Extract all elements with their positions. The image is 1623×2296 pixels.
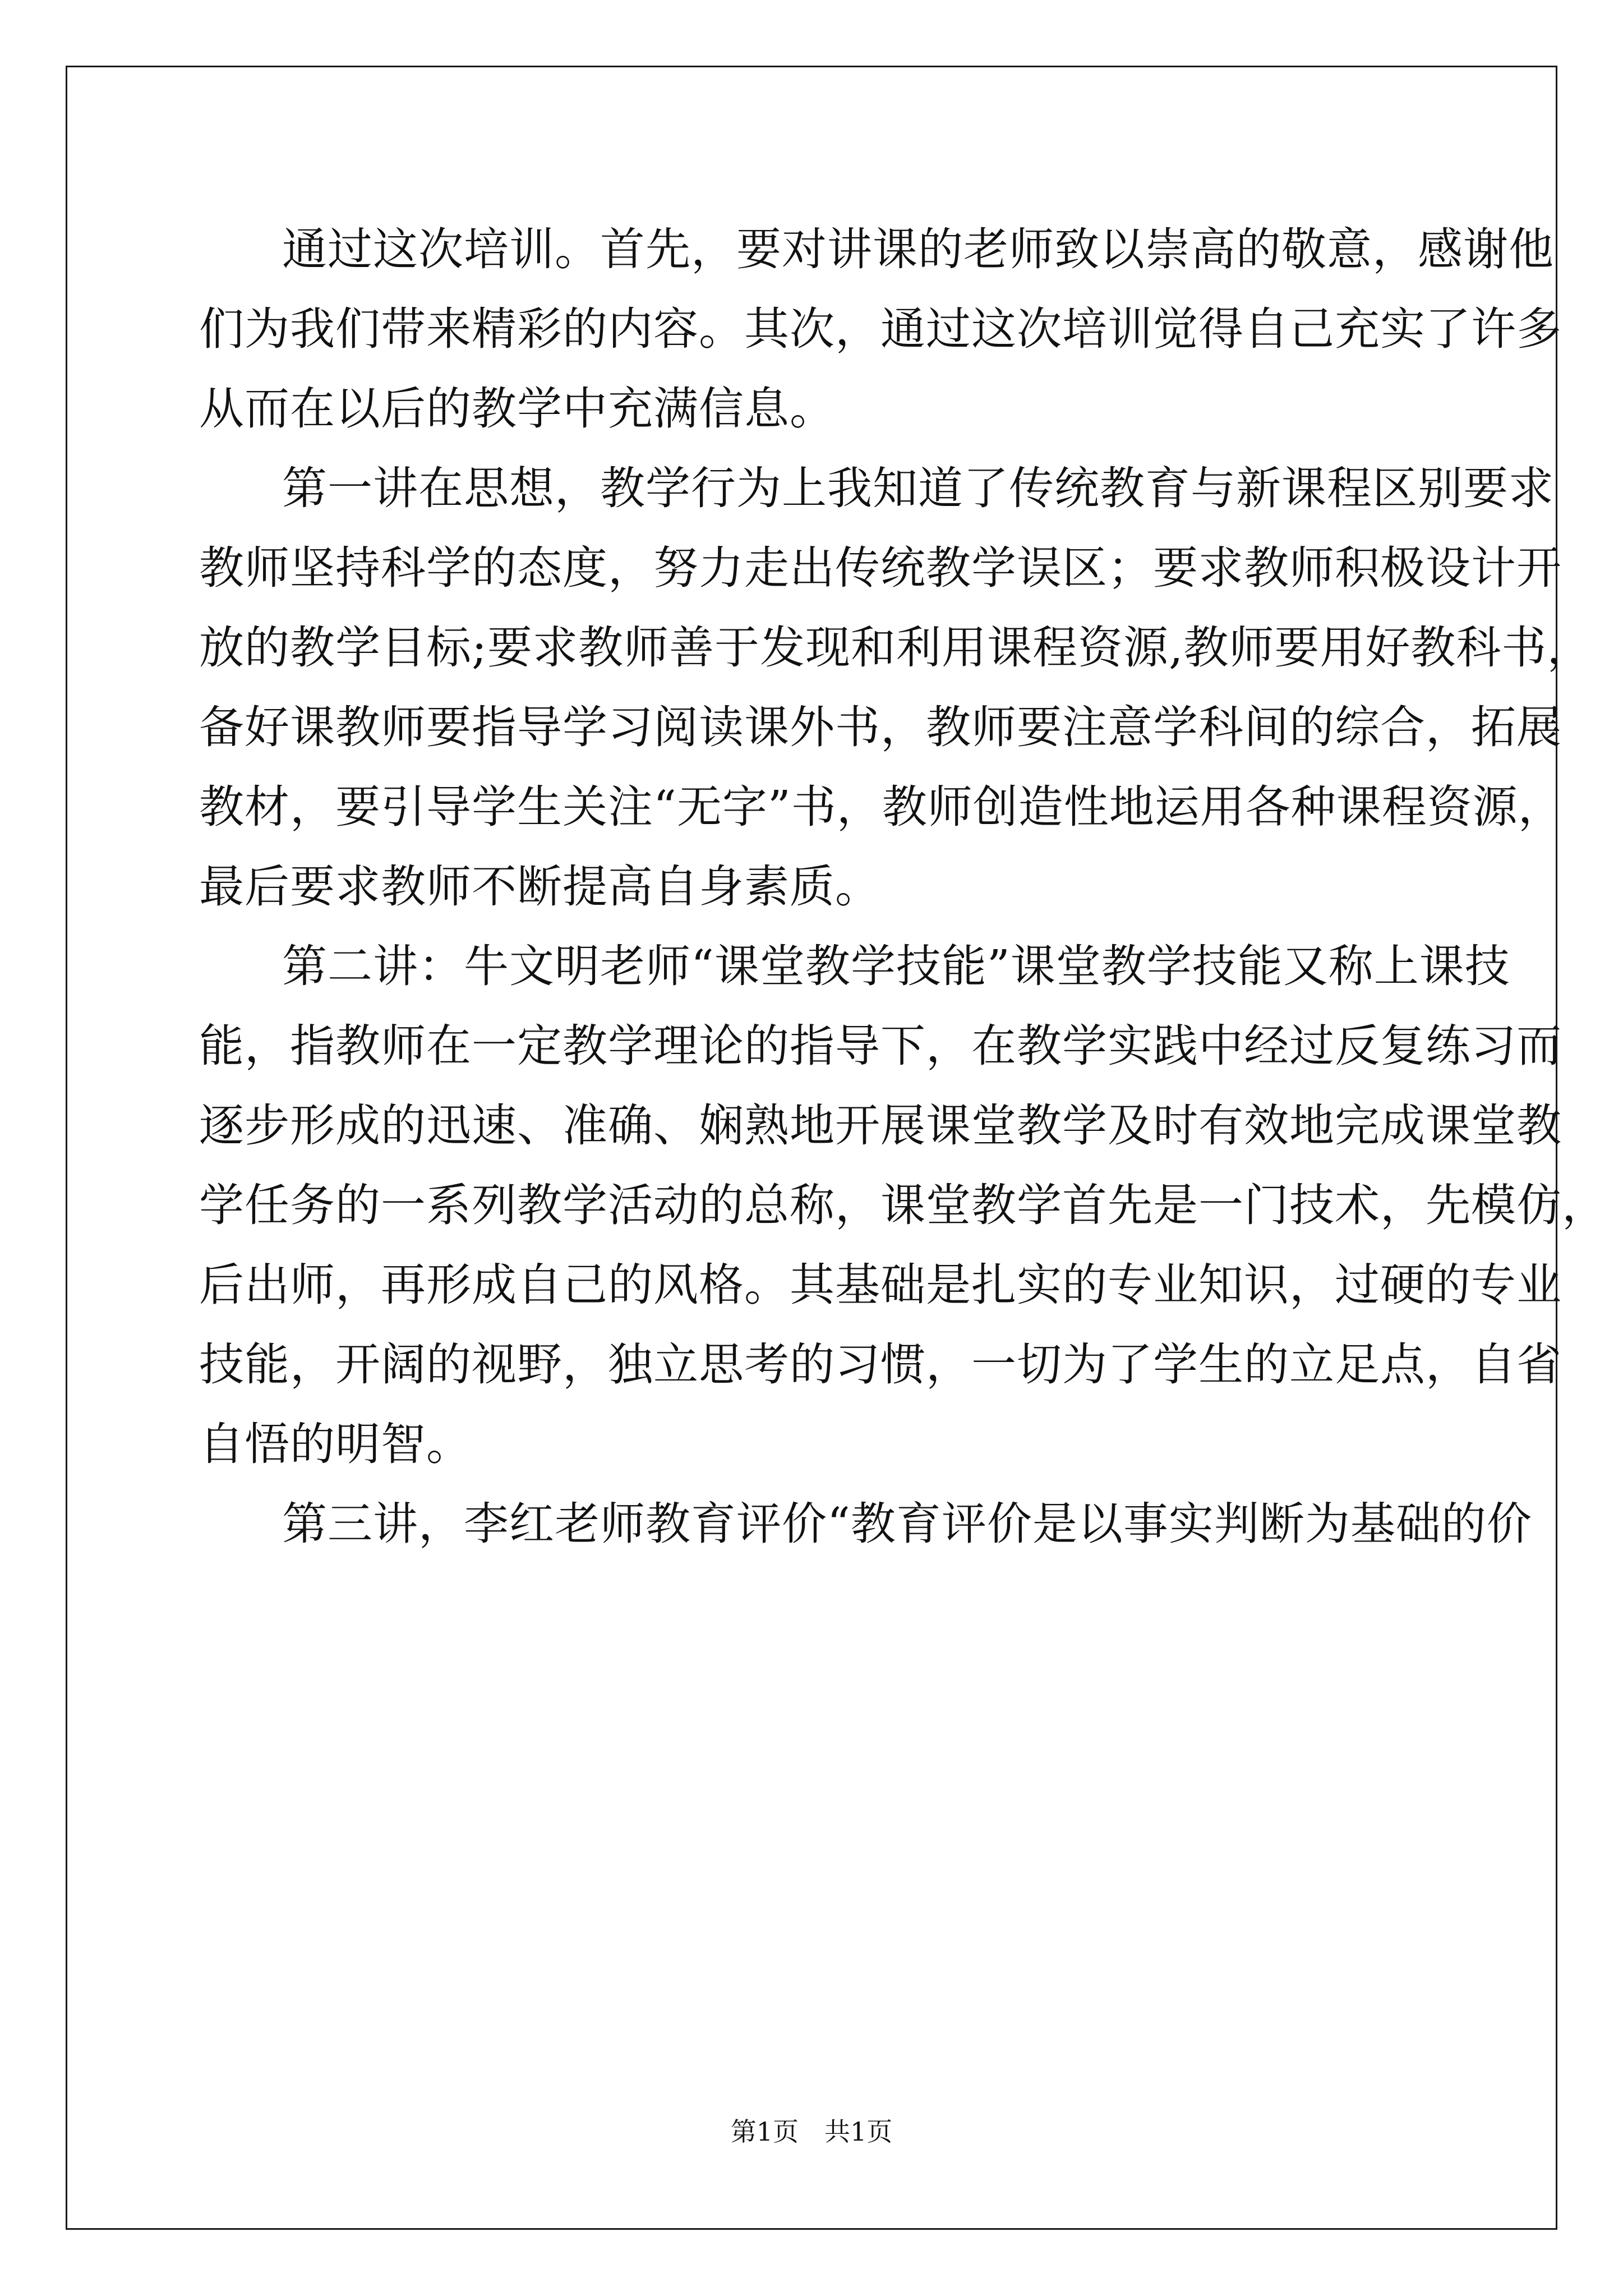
paragraph-3-line-1: 第二讲：牛文明老师“课堂教学技能”课堂教学技能又称上课技	[282, 940, 1510, 992]
paragraph-2-line-4: 备好课教师要指导学习阅读课外书，教师要注意学科间的综合，拓展	[199, 701, 1562, 753]
paragraph-2-line-6: 最后要求教师不断提高自身素质。	[199, 861, 880, 913]
paragraph-3-line-3: 逐步形成的迅速、准确、娴熟地开展课堂教学及时有效地完成课堂教	[199, 1099, 1562, 1152]
paragraph-1-line-3: 从而在以后的教学中充满信息。	[199, 383, 835, 435]
paragraph-2-line-3: 放的教学目标;要求教师善于发现和利用课程资源,教师要用好教科书，	[199, 622, 1593, 674]
paragraph-1-line-1: 通过这次培训。首先，要对讲课的老师致以崇高的敬意，感谢他	[282, 223, 1554, 275]
paragraph-3-line-6: 技能，开阔的视野，独立思考的习惯，一切为了学生的立足点，自省	[199, 1338, 1562, 1391]
paragraph-3-line-2: 能，指教师在一定教学理论的指导下，在教学实践中经过反复练习而	[199, 1020, 1562, 1072]
paragraph-3-line-4: 学任务的一系列教学活动的总称，课堂教学首先是一门技术，先模仿，	[199, 1179, 1607, 1231]
paragraph-3-line-5: 后出师，再形成自己的风格。其基础是扎实的专业知识，过硬的专业	[199, 1259, 1562, 1311]
paragraph-2-line-5: 教材，要引导学生关注“无字”书，教师创造性地运用各种课程资源，	[199, 781, 1564, 833]
page-number-footer: 第1页 共1页	[730, 2116, 893, 2147]
paragraph-2-line-2: 教师坚持科学的态度，努力走出传统教学误区；要求教师积极设计开	[199, 542, 1562, 594]
paragraph-3-line-7: 自悟的明智。	[199, 1418, 472, 1470]
paragraph-2-line-1: 第一讲在思想，教学行为上我知道了传统教育与新课程区别要求	[282, 462, 1554, 514]
paragraph-1-line-2: 们为我们带来精彩的内容。其次，通过这次培训觉得自己充实了许多	[199, 303, 1562, 355]
paragraph-4-line-1: 第三讲，李红老师教育评价“教育评价是以事实判断为基础的价	[282, 1498, 1532, 1550]
